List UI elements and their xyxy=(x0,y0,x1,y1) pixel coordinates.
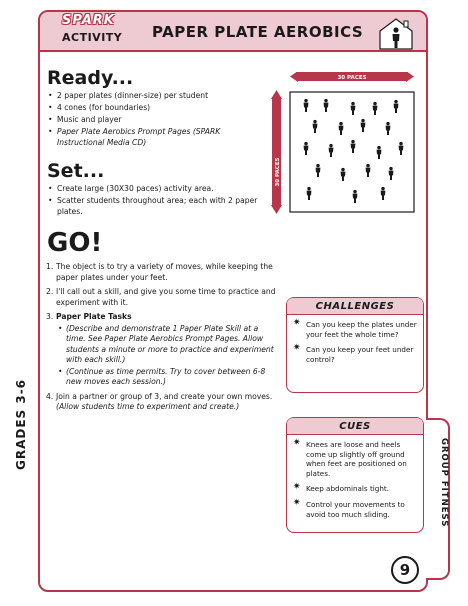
cues-title: CUES xyxy=(287,418,423,435)
page-title: PAPER PLATE AEROBICS xyxy=(152,23,364,41)
go-heading: GO! xyxy=(47,228,103,258)
starburst-icon: ✷ xyxy=(293,318,301,328)
step-2 xyxy=(46,287,278,308)
list-item: • Create large (30X30 paces) activity area. xyxy=(48,184,268,195)
step-1 xyxy=(46,262,278,283)
grades-label: GRADES 3-6 xyxy=(14,378,28,470)
list-item: • 4 cones (for boundaries) xyxy=(48,103,268,114)
list-item: ✷ Can you keep your feet under control? xyxy=(293,343,414,364)
step-sub: • (Describe and demonstrate 1 Paper Plate Skill at a time. See Paper Plate Aerobics Prompt Pages. Allow students a minute or more to practice and experiment with each skill.) xyxy=(58,324,278,366)
challenges-list xyxy=(287,315,423,364)
set-heading: Set... xyxy=(47,160,105,182)
cues-list xyxy=(287,435,423,519)
step-text: Join a partner or group of 3, and create your own moves. xyxy=(56,391,273,401)
step-4 xyxy=(46,392,278,413)
side-arrow xyxy=(271,90,282,214)
set-list xyxy=(48,184,268,219)
top-pace-label: 30 PACES xyxy=(337,75,367,81)
step-number: 3. xyxy=(46,312,54,321)
step-text: The object is to try a variety of moves, while keeping the paper plates under your feet. xyxy=(56,262,273,282)
step-number: 1. xyxy=(46,262,54,271)
step-note: (Allow students time to experiment and create.) xyxy=(56,402,240,411)
starburst-icon: ✷ xyxy=(293,482,301,493)
list-item: ✷ Knees are loose and heels come up slightly off ground when feet are positioned on plates. xyxy=(293,438,407,478)
challenges-title: CHALLENGES xyxy=(287,298,423,315)
cues-box xyxy=(286,417,424,533)
list-item: ✷ Can you keep the plates under your feet the whole time? xyxy=(293,318,417,339)
list-item: • 2 paper plates (dinner-size) per student xyxy=(48,91,268,102)
step-3 xyxy=(46,312,278,388)
challenges-box xyxy=(286,297,424,393)
starburst-icon: ✷ xyxy=(293,438,301,448)
spark-logo: SPARK xyxy=(62,13,115,28)
list-item: ✷ Keep abdominals tight. xyxy=(293,482,389,494)
list-item: • Paper Plate Aerobics Prompt Pages (SPARK Instructional Media CD) xyxy=(48,127,268,148)
side-pace-label: 30 PACES xyxy=(275,157,282,187)
list-item: • Scatter students throughout area; each with 2 paper plates. xyxy=(48,196,268,217)
go-steps xyxy=(46,262,278,417)
starburst-icon: ✷ xyxy=(293,343,301,354)
house-person-icon xyxy=(378,17,414,50)
starburst-icon: ✷ xyxy=(293,497,301,508)
list-item: • Music and player xyxy=(48,115,268,126)
activity-label: ACTIVITY xyxy=(62,31,123,44)
ready-heading: Ready... xyxy=(47,67,134,89)
list-item: ✷ Control your movements to avoid too much sliding. xyxy=(293,497,405,519)
page-number: 9 xyxy=(391,556,419,584)
ready-list xyxy=(48,91,268,150)
top-arrow xyxy=(290,72,414,82)
step-number: 2. xyxy=(46,287,54,296)
step-title: Paper Plate Tasks xyxy=(56,312,132,321)
activity-area-diagram xyxy=(270,72,430,218)
step-text: I'll call out a skill, and give you some time to practice and experiment with it. xyxy=(56,287,276,307)
category-label: GROUP FITNESS xyxy=(439,438,449,528)
step-sub: • (Continue as time permits. Try to cover between 6-8 new moves each session.) xyxy=(58,367,278,388)
step-number: 4. xyxy=(46,391,54,401)
